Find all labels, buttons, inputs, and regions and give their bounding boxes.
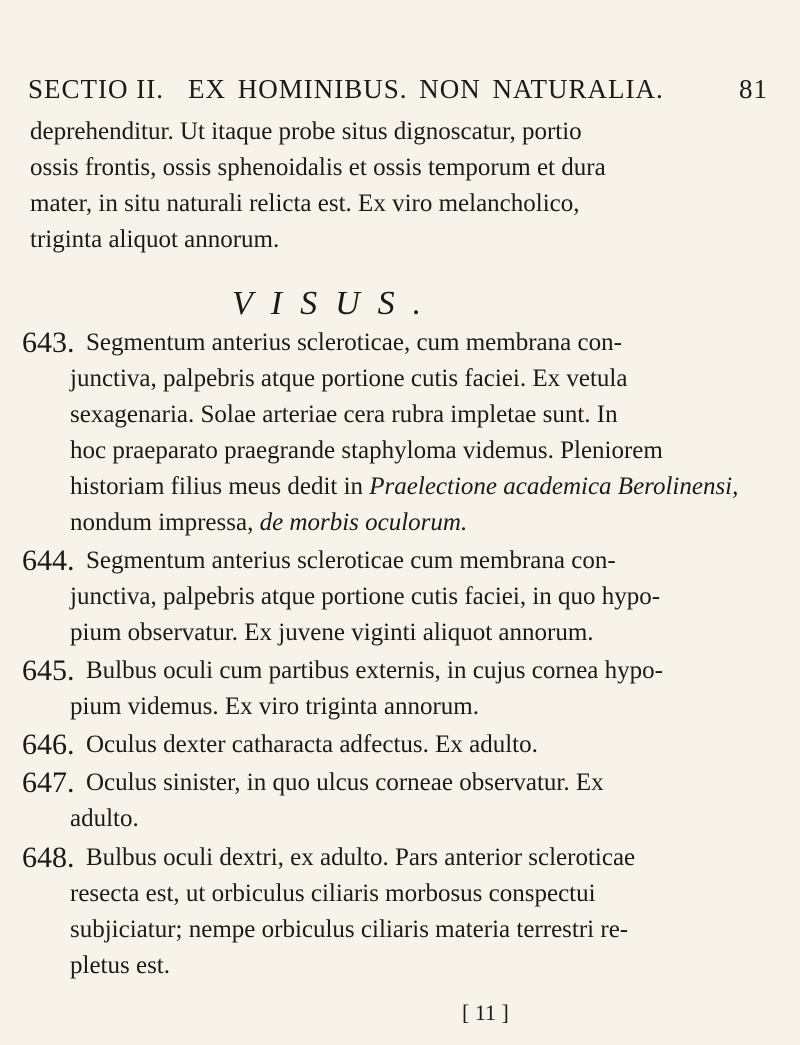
entry-number: 644. bbox=[22, 544, 75, 577]
text-line: resecta est, ut orbiculus ciliaris morbosus conspectui bbox=[70, 880, 596, 907]
italic-title: Praelectione academica Berolinensi, bbox=[369, 473, 739, 500]
section-heading: VISUS. bbox=[232, 285, 440, 322]
entry-number: 643. bbox=[22, 326, 75, 359]
italic-title: de morbis oculorum. bbox=[259, 509, 468, 536]
text-line: Bulbus oculi dextri, ex adulto. Pars anterior scleroticae bbox=[86, 844, 636, 871]
text-line: adulto. bbox=[70, 805, 139, 832]
text-line bbox=[70, 508, 467, 538]
text-line: Segmentum anterius scleroticae cum membrana con- bbox=[86, 547, 616, 574]
page-number: 81 bbox=[739, 74, 768, 104]
text-line bbox=[70, 472, 738, 502]
entry-number: 645. bbox=[22, 654, 75, 687]
text-line: triginta aliquot annorum. bbox=[30, 226, 280, 253]
text-line: Segmentum anterius scleroticae, cum membrana con- bbox=[86, 329, 622, 356]
text-line: subjiciatur; nempe orbiculus ciliaris materia terrestri re- bbox=[70, 916, 629, 943]
section-label: SECTIO II. bbox=[28, 74, 164, 104]
header-title: EX HOMINIBUS. NON NATURALIA. bbox=[188, 74, 664, 104]
text-line: ossis frontis, ossis sphenoidalis et ossis temporum et dura bbox=[30, 154, 606, 181]
text-line: Oculus dexter catharacta adfectus. Ex adulto. bbox=[86, 731, 538, 758]
text-segment: nondum impressa, bbox=[70, 509, 260, 536]
entry-number: 646. bbox=[22, 728, 75, 761]
entry-number: 648. bbox=[22, 841, 75, 874]
running-header bbox=[28, 74, 768, 114]
text-line: sexagenaria. Solae arteriae cera rubra impletae sunt. In bbox=[70, 401, 618, 428]
text-line: deprehenditur. Ut itaque probe situs dignoscatur, portio bbox=[30, 118, 582, 145]
text-line: pium observatur. Ex juvene viginti aliquot annorum. bbox=[70, 619, 594, 646]
text-line: pletus est. bbox=[70, 952, 170, 979]
text-line: pium videmus. Ex viro triginta annorum. bbox=[70, 693, 479, 720]
text-segment: historiam filius meus dedit in bbox=[70, 473, 370, 500]
text-line: junctiva, palpebris atque portione cutis faciei. Ex vetula bbox=[70, 365, 628, 392]
text-line: hoc praeparato praegrande staphyloma videmus. Pleniorem bbox=[70, 437, 663, 464]
text-line: junctiva, palpebris atque portione cutis faciei, in quo hypo- bbox=[70, 583, 661, 610]
text-line: Bulbus oculi cum partibus externis, in cujus cornea hypo- bbox=[86, 657, 663, 684]
text-line: Oculus sinister, in quo ulcus corneae observatur. Ex bbox=[86, 769, 604, 796]
entry-number: 647. bbox=[22, 766, 75, 799]
signature-mark: [ 11 ] bbox=[462, 1000, 509, 1025]
text-line: mater, in situ naturali relicta est. Ex viro melancholico, bbox=[30, 190, 580, 217]
